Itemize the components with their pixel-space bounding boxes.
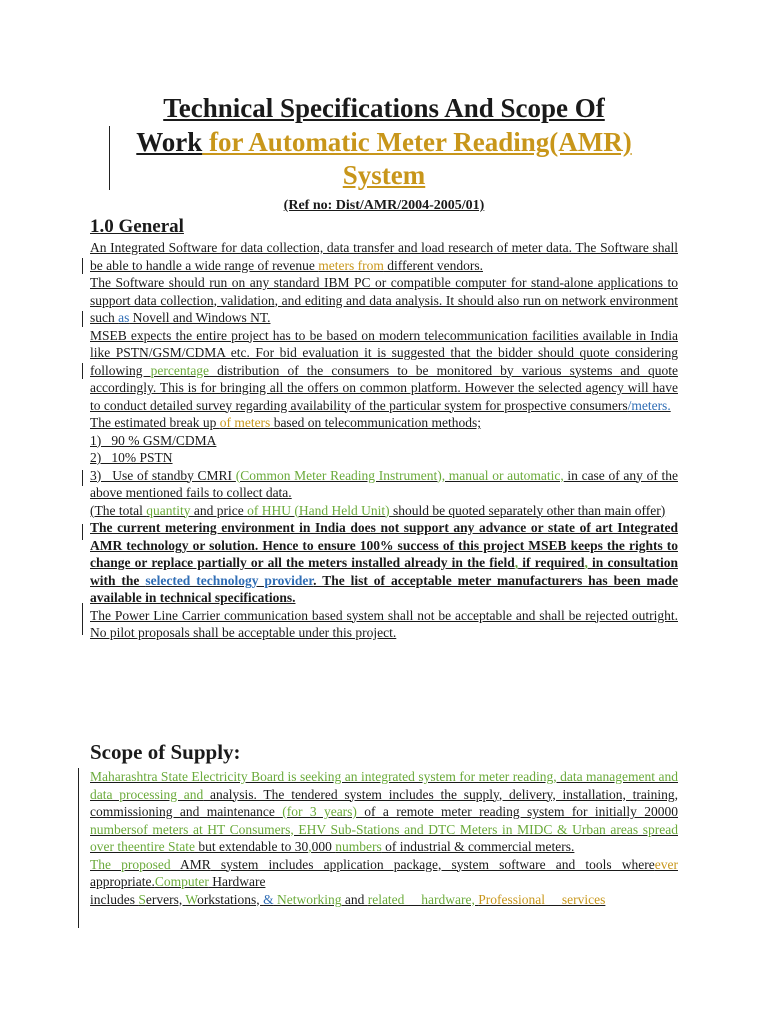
text: (The total <box>90 502 147 518</box>
text: 000 <box>311 839 336 854</box>
text-highlight: S <box>138 891 146 907</box>
title-text: Technical Specifications And Scope Of <box>163 93 605 123</box>
text: MSEB expects the entire project has to be based on modern telecommunication facilities available in India like PSTN/GSM/CDMA etc. For bid evaluation it is suggested that the bidder should quote considering following <box>90 327 678 378</box>
text-highlight: (Common Meter Reading Instrument), manual or automatic, <box>235 467 564 483</box>
paragraph <box>90 768 678 856</box>
section-heading-scope: Scope of Supply: <box>90 740 241 764</box>
text: includes <box>90 891 139 907</box>
text: if required <box>518 555 585 570</box>
text: analysis. The tendered system includes the supply, delivery, installation, training, commissioning and maintenance <box>90 786 679 819</box>
general-section-body <box>90 239 678 642</box>
text: but extendable to 30 <box>194 839 309 854</box>
text-highlight: of HHU (Hand Held Unit) <box>247 502 390 518</box>
text-highlight: & <box>263 891 274 907</box>
text: The current metering environment in India does not support any advance or state of art Integrated AMR technology or solution. Hence to ensure 100% success of this project MSEB keeps the rights to change or replace partially or all the meters installed already in the field <box>90 520 678 570</box>
doc-title-line-2 <box>0 126 768 158</box>
doc-title-line-1 <box>0 92 768 124</box>
text-highlight: , <box>308 839 312 854</box>
list-item <box>90 467 678 502</box>
section-heading-general: 1.0 General <box>90 216 184 237</box>
text-highlight: of meters <box>219 415 271 430</box>
revision-marker <box>82 258 83 274</box>
title-text: Work <box>136 127 203 157</box>
revision-marker <box>82 524 83 540</box>
text: appropriate. <box>90 874 155 889</box>
text: based on telecommunication methods; <box>270 415 482 430</box>
text: An Integrated Software for data collection, data transfer and load research of meter data. The Software shall be able to handle a wide range of revenue <box>90 240 678 273</box>
text: The Software should run on any standard IBM PC or compatible computer for stand-alone applications to support data collection, validation, and editing and data analysis. It should also run on network environment such <box>90 275 678 325</box>
text: Novell and Windows NT. <box>129 310 271 325</box>
text: system includes application package, system software and tools where <box>210 856 655 872</box>
text: distribution of the consumers to be monitored by various systems and quote accordingly. This is for bringing all the offers on common platform. However the selected agency will have to conduct detailed survey regarding availability of the particular system for prospective consumers <box>90 362 678 413</box>
text-highlight: Professional services <box>478 891 606 907</box>
text: of a remote meter reading system for initially 20000 <box>356 804 678 819</box>
revision-marker <box>82 311 83 327</box>
paragraph <box>90 274 678 327</box>
revision-marker <box>82 603 83 635</box>
text: in case of any of the above mentioned fails to collect data. <box>90 467 678 500</box>
text-highlight: (for 3 years) <box>282 804 357 819</box>
text-highlight: The proposed <box>90 856 181 872</box>
paragraph <box>90 239 678 274</box>
text-highlight: Maharashtra State Electricity Board is seeking an integrated system for meter reading, data management and data processing and <box>90 769 678 802</box>
text: and <box>341 891 368 907</box>
paragraph <box>90 327 678 415</box>
text: in consultation with the <box>90 555 678 588</box>
scope-section-body <box>90 768 678 908</box>
text: and price <box>190 502 248 518</box>
text-highlight: as <box>118 310 130 325</box>
text: The estimated break up <box>90 415 220 430</box>
text-highlight: numbersof meters at HT Consumers, EHV Sub-Stations and DTC Meters in MIDC & Urban areas spread over theentire State <box>90 821 678 854</box>
text: AMR <box>180 856 211 872</box>
paragraph-bold <box>90 519 678 607</box>
text: ervers, <box>145 891 186 907</box>
text: 3) Use of standby CMRI <box>90 467 236 483</box>
paragraph <box>90 856 678 891</box>
list-item: 1) 90 % GSM/CDMA <box>90 432 217 448</box>
revision-marker <box>82 470 83 486</box>
paragraph: The Power Line Carrier communication based system shall not be acceptable and shall be rejected outright. No pilot proposals shall be acceptable under this project. <box>90 607 678 640</box>
text: of industrial & commercial meters. <box>381 839 575 854</box>
revision-marker <box>82 363 83 379</box>
text-highlight: meters from <box>318 257 384 273</box>
text-highlight: numbers <box>335 839 382 854</box>
paragraph <box>90 891 678 909</box>
text-highlight: W <box>185 891 198 907</box>
paragraph <box>90 414 678 432</box>
text-highlight: ever <box>654 856 678 872</box>
reference-number: (Ref no: Dist/AMR/2004-2005/01) <box>283 198 485 213</box>
paragraph <box>90 502 678 520</box>
text: orkstations, <box>197 891 264 907</box>
text: different vendors. <box>383 257 483 273</box>
text: should be quoted separately other than main offer) <box>389 502 666 518</box>
text-highlight: , <box>584 555 588 570</box>
text: . The list of acceptable meter manufacturers has been made available in technical specifications. <box>90 572 679 605</box>
title-text-highlight: for Automatic Meter Reading(AMR) <box>202 127 632 157</box>
text-highlight: selected technology provider <box>145 572 314 588</box>
text-highlight: quantity <box>146 502 191 518</box>
title-text-highlight: System <box>342 160 426 190</box>
text-highlight: Networking <box>273 891 342 907</box>
text-highlight: /meters. <box>627 397 671 413</box>
text-highlight: related hardware, <box>367 891 479 907</box>
revision-marker <box>78 768 79 928</box>
text: Hardware <box>208 874 266 889</box>
list-item: 2) 10% PSTN <box>90 450 173 465</box>
text-highlight: percentage <box>150 362 210 378</box>
doc-title-line-3 <box>0 159 768 191</box>
text-highlight: , <box>514 555 519 570</box>
text-highlight: Computer <box>154 874 209 889</box>
